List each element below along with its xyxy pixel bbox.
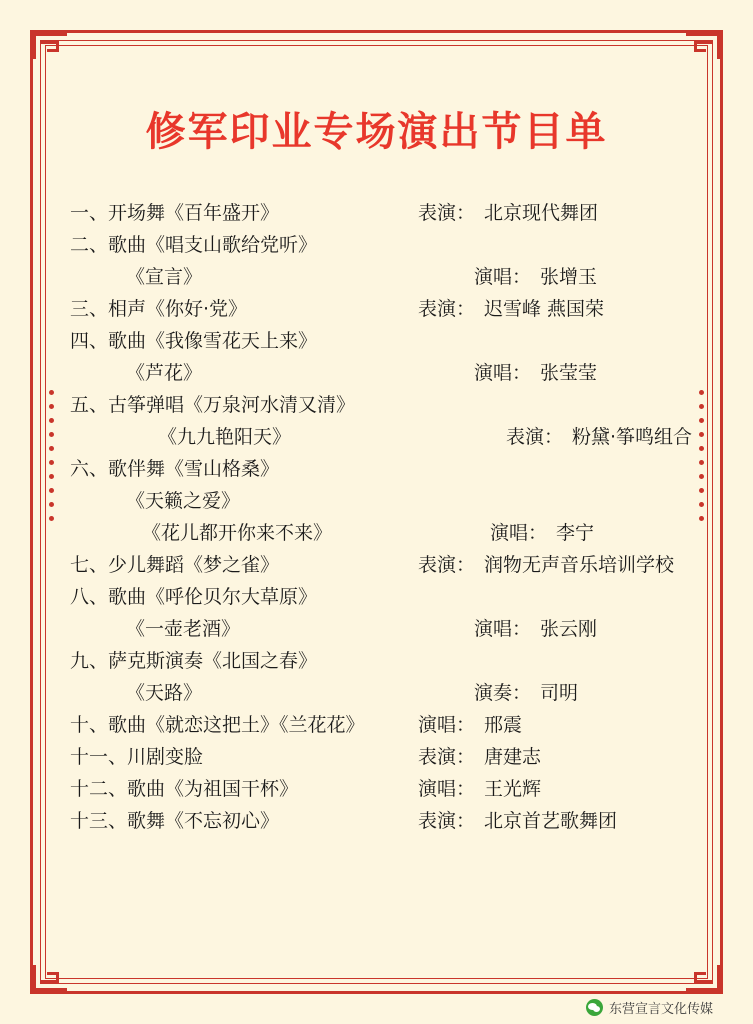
corner-ornament-top-left xyxy=(33,33,67,59)
program-item-title: 十一、川剧变脸 xyxy=(70,746,204,768)
program-item-title: 二、歌曲《唱支山歌给党听》 xyxy=(70,234,318,256)
program-row xyxy=(70,774,698,806)
program-item-title: 八、歌曲《呼伦贝尔大草原》 xyxy=(70,586,318,608)
program-item-performer: 润物无声音乐培训学校 xyxy=(484,554,675,576)
program-row xyxy=(70,742,698,774)
program-row xyxy=(70,358,698,390)
program-item-role: 演唱： xyxy=(474,618,532,640)
program-item-title: 《花儿都开你来不来》 xyxy=(142,522,333,544)
program-row xyxy=(70,646,698,678)
program-item-title: 六、歌伴舞《雪山格桑》 xyxy=(70,458,280,480)
program-item-role: 演奏： xyxy=(474,682,532,704)
program-item-title: 《天路》 xyxy=(126,682,203,704)
program-item-title: 十二、歌曲《为祖国干杯》 xyxy=(70,778,299,800)
program-item-performer: 北京现代舞团 xyxy=(484,202,599,224)
program-row xyxy=(70,710,698,742)
program-row xyxy=(70,550,698,582)
program-item-role: 演唱： xyxy=(418,778,476,800)
program-row xyxy=(70,486,698,518)
program-row xyxy=(70,454,698,486)
dot-ornament-left xyxy=(49,390,54,521)
corner-ornament-bottom-left xyxy=(33,965,67,991)
program-row xyxy=(70,518,698,550)
corner-ornament-bottom-right xyxy=(686,965,720,991)
program-item-performer: 唐建志 xyxy=(484,746,542,768)
program-item-title: 《宣言》 xyxy=(126,266,203,288)
program-item-title: 三、相声《你好·党》 xyxy=(70,298,248,320)
program-item-performer: 迟雪峰 燕国荣 xyxy=(484,298,605,320)
program-item-performer: 张云刚 xyxy=(540,618,598,640)
program-item-performer: 张莹莹 xyxy=(540,362,598,384)
program-item-title: 《芦花》 xyxy=(126,362,203,384)
program-item-performer: 司明 xyxy=(540,682,579,704)
program-item-title: 十三、歌舞《不忘初心》 xyxy=(70,810,280,832)
program-item-role: 表演： xyxy=(418,746,476,768)
program-item-role: 演唱： xyxy=(474,362,532,384)
footer-credit xyxy=(586,998,713,1017)
program-item-title: 一、开场舞《百年盛开》 xyxy=(70,202,280,224)
program-item-role: 演唱： xyxy=(490,522,548,544)
program-item-role: 表演： xyxy=(418,554,476,576)
program-item-title: 四、歌曲《我像雪花天上来》 xyxy=(70,330,318,352)
program-item-title: 九、萨克斯演奏《北国之春》 xyxy=(70,650,318,672)
program-row xyxy=(70,294,698,326)
page-title: 修军印业专场演出节目单 xyxy=(145,109,608,155)
program-row xyxy=(70,422,698,454)
program-item-role: 表演： xyxy=(418,202,476,224)
corner-ornament-top-right xyxy=(686,33,720,59)
dot-ornament-right xyxy=(699,390,704,521)
program-row xyxy=(70,326,698,358)
program-item-performer: 张增玉 xyxy=(540,266,598,288)
program-row xyxy=(70,582,698,614)
program-item-performer: 李宁 xyxy=(556,522,595,544)
program-item-performer: 北京首艺歌舞团 xyxy=(484,810,618,832)
program-item-role: 表演： xyxy=(418,810,476,832)
program-item-role: 演唱： xyxy=(418,714,476,736)
program-item-performer: 王光辉 xyxy=(484,778,542,800)
program-row xyxy=(70,262,698,294)
program-row xyxy=(70,230,698,262)
program-item-role: 演唱： xyxy=(474,266,532,288)
program-item-title: 《一壶老酒》 xyxy=(126,618,241,640)
program-item-title: 七、少儿舞蹈《梦之雀》 xyxy=(70,554,280,576)
program-item-performer: 粉黛·筝鸣组合 xyxy=(572,426,693,448)
program-item-title: 《九九艳阳天》 xyxy=(158,426,292,448)
program-item-role: 表演： xyxy=(506,426,564,448)
program-item-title: 五、古筝弹唱《万泉河水清又清》 xyxy=(70,394,356,416)
program-item-title: 《天籁之爱》 xyxy=(126,490,241,512)
program-item-performer: 邢震 xyxy=(484,714,523,736)
program-row xyxy=(70,614,698,646)
program-row xyxy=(70,390,698,422)
program-row xyxy=(70,198,698,230)
program-list xyxy=(70,198,698,838)
wechat-icon xyxy=(586,999,603,1016)
program-row xyxy=(70,678,698,710)
program-row xyxy=(70,806,698,838)
program-item-title: 十、歌曲《就恋这把土》《兰花花》 xyxy=(70,714,365,736)
footer-account-name: 东营宣言文化传媒 xyxy=(608,1002,713,1017)
program-item-role: 表演： xyxy=(418,298,476,320)
